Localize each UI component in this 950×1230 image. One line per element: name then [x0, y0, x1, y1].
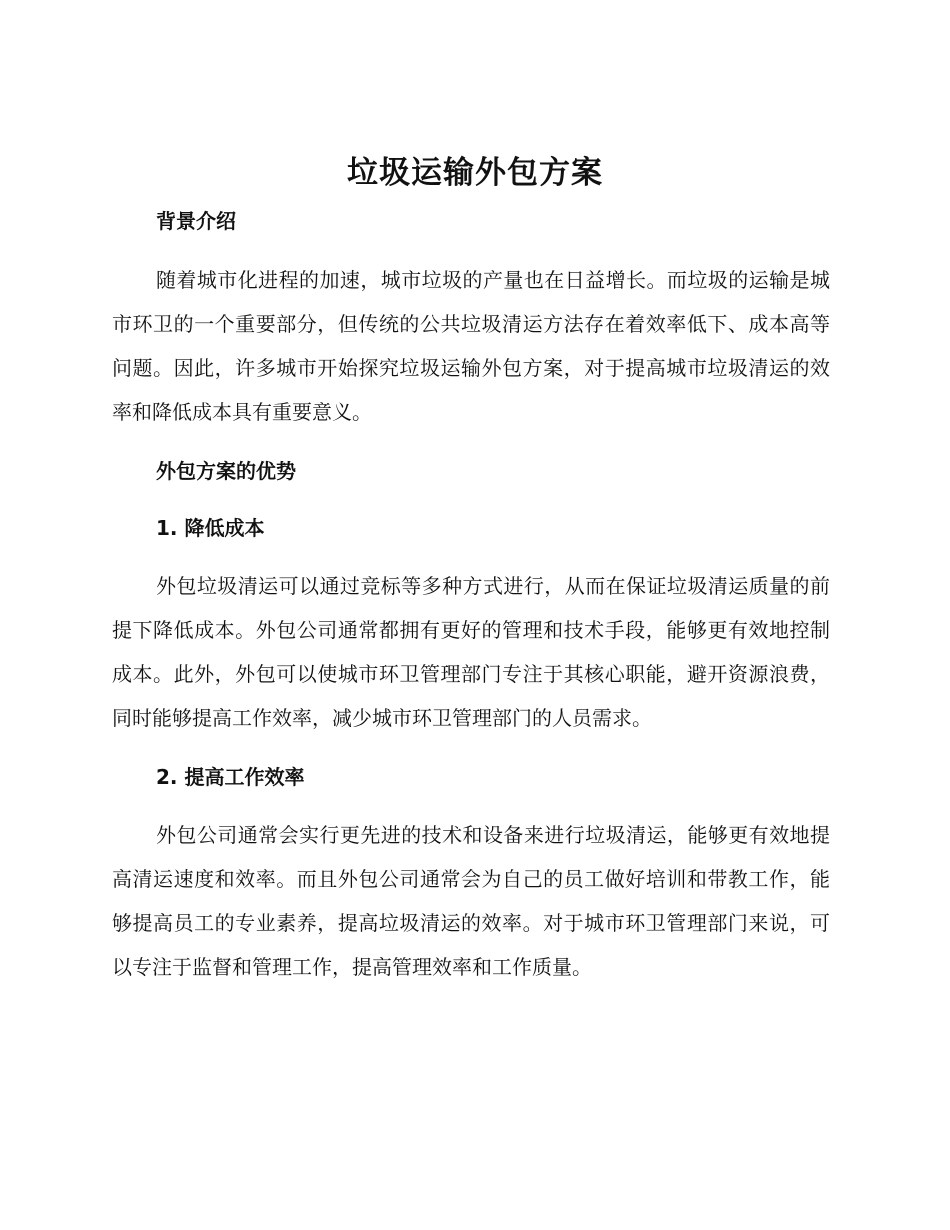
paragraph-reduce-cost: 外包垃圾清运可以通过竞标等多种方式进行，从而在保证垃圾清运质量的前提下降低成本。外包公司通常都拥有更好的管理和技术手段，能够更有效地控制成本。此外，外包可以使城市环卫管理部门专注于其核心职能，避开资源浪费，同时能够提高工作效率，减少城市环卫管理部门的人员需求。	[112, 574, 830, 730]
section-heading-background: 背景介绍	[156, 209, 236, 233]
paragraph-background: 随着城市化进程的加速，城市垃圾的产量也在日益增长。而垃圾的运输是城市环卫的一个重要部分，但传统的公共垃圾清运方法存在着效率低下、成本高等问题。因此，许多城市开始探究垃圾运输外包方案，对于提高城市垃圾清运的效率和降低成本具有重要意义。	[112, 268, 830, 424]
section-heading-advantages: 外包方案的优势	[156, 459, 296, 483]
paragraph-efficiency: 外包公司通常会实行更先进的技术和设备来进行垃圾清运，能够更有效地提高清运速度和效率。而且外包公司通常会为自己的员工做好培训和带教工作，能够提高员工的专业素养，提高垃圾清运的效率。对于城市环卫管理部门来说，可以专注于监督和管理工作，提高管理效率和工作质量。	[112, 823, 830, 979]
document-title: 垃圾运输外包方案	[347, 155, 603, 191]
section-heading-reduce-cost: 1. 降低成本	[156, 516, 265, 540]
section-heading-efficiency: 2. 提高工作效率	[156, 765, 305, 789]
